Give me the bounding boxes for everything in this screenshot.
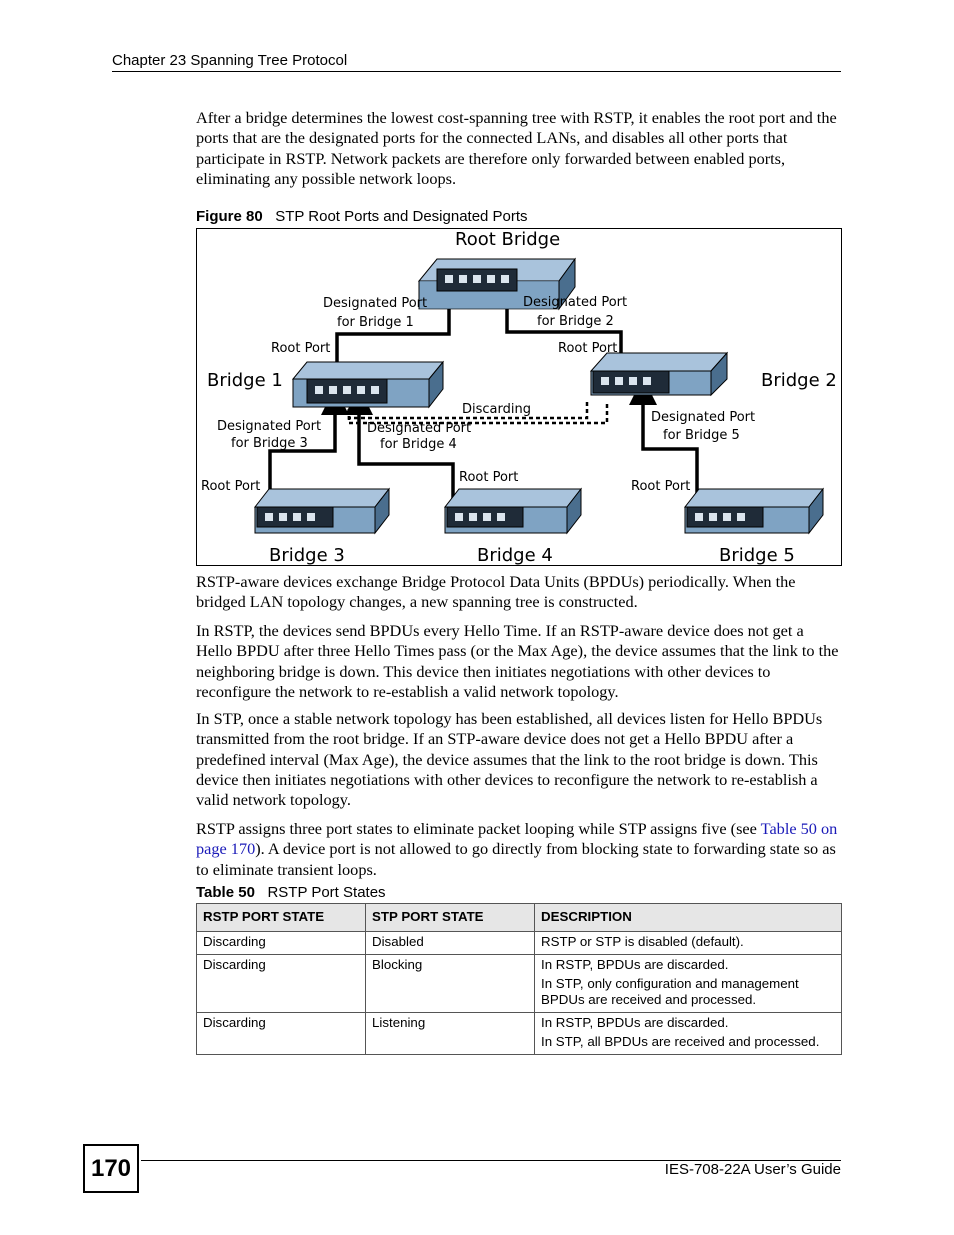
cell-rstp-state: Discarding	[197, 932, 366, 955]
dp-bridge4-line1: Designated Port	[367, 421, 472, 436]
bpdu-paragraph: RSTP-aware devices exchange Bridge Protocol Data Units (BPDUs) periodically. When the bridged LAN topology changes, a new spanning tree is constructed.	[196, 572, 796, 612]
dp-bridge3-line2: for Bridge 3	[231, 436, 308, 451]
col-rstp-port-state: RSTP PORT STATE	[197, 904, 366, 932]
dp-bridge2-line2: for Bridge 2	[537, 314, 614, 329]
rp-bridge3: Root Port	[201, 479, 261, 494]
bridge4-label: Bridge 4	[477, 545, 553, 565]
bridge2-switch	[591, 353, 727, 395]
cell-stp-state: Disabled	[366, 932, 535, 955]
table-caption	[196, 884, 386, 901]
cell-rstp-state: Discarding	[197, 955, 366, 1013]
p5-text-before: RSTP assigns three port states to eliminate packet looping while STP assigns five (see	[196, 819, 761, 838]
cell-description	[535, 932, 842, 955]
rstp-hello-paragraph: In RSTP, the devices send BPDUs every Hello Time. If an RSTP-aware device does not get a Hello BPDU after three Hello Times pass (or the Max Age), the device assumes that the link to the neighboring bridge is down. This device then initiates negotiations with other devices to reconfigure the network to re-establish a valid network topology.	[196, 621, 839, 701]
dp-bridge5-line2: for Bridge 5	[663, 428, 740, 443]
rstp-port-states-table	[196, 903, 842, 1055]
p5-text-after: ). A device port is not allowed to go directly from blocking state to forwarding state so as to eliminate transient loops.	[196, 839, 836, 879]
table-row	[197, 932, 842, 955]
stp-diagram	[196, 228, 842, 566]
col-description: DESCRIPTION	[535, 904, 842, 932]
table-number: Table 50	[196, 884, 255, 901]
intro-paragraph: After a bridge determines the lowest cost-spanning tree with RSTP, it enables the root port and the ports that are the designated ports for the connected LANs, and disables all other ports that participate in RSTP. Network packets are therefore only forwarded between enabled ports, eliminating any possible network loops.	[196, 108, 837, 188]
dp-bridge3-line1: Designated Port	[217, 419, 322, 434]
cell-stp-state: Blocking	[366, 955, 535, 1013]
bridge2-label: Bridge 2	[761, 370, 837, 391]
dp-bridge2-line1: Designated Port	[523, 295, 628, 310]
discarding-label: Discarding	[462, 402, 531, 417]
description-line: In RSTP, BPDUs are discarded.	[541, 1015, 729, 1030]
bridge4-switch	[445, 489, 581, 533]
bridge5-label: Bridge 5	[719, 545, 795, 565]
table-title: RSTP Port States	[267, 884, 386, 901]
bridge3-switch	[255, 489, 389, 533]
figure-title: STP Root Ports and Designated Ports	[275, 208, 528, 225]
rp-bridge5: Root Port	[631, 479, 691, 494]
description-line: In STP, only configuration and management BPDUs are received and processed.	[541, 976, 799, 1007]
col-stp-port-state: STP PORT STATE	[366, 904, 535, 932]
rp-bridge2: Root Port	[558, 341, 618, 356]
cell-rstp-state: Discarding	[197, 1013, 366, 1055]
cell-description	[535, 1013, 842, 1055]
table-row	[197, 1013, 842, 1055]
rp-bridge4: Root Port	[459, 470, 519, 485]
cell-stp-state: Listening	[366, 1013, 535, 1055]
header-rule	[112, 71, 841, 72]
figure-number: Figure 80	[196, 208, 263, 225]
dp-bridge1-line2: for Bridge 1	[337, 315, 414, 330]
bridge1-switch	[293, 362, 443, 407]
table-50-link[interactable]: Table 50 on page 170	[196, 819, 838, 859]
root-bridge-label: Root Bridge	[455, 229, 561, 250]
dp-bridge4-line2: for Bridge 4	[380, 437, 457, 452]
dp-bridge1-line1: Designated Port	[323, 296, 428, 311]
chapter-header: Chapter 23 Spanning Tree Protocol	[112, 52, 348, 69]
bridge5-switch	[685, 489, 823, 533]
table-header-row	[197, 904, 842, 932]
description-line: RSTP or STP is disabled (default).	[541, 934, 744, 949]
cell-description	[535, 955, 842, 1013]
description-line: In RSTP, BPDUs are discarded.	[541, 957, 729, 972]
bridge3-label: Bridge 3	[269, 545, 345, 565]
port-states-paragraph	[196, 819, 841, 880]
page-number: 170	[83, 1144, 139, 1193]
description-line: In STP, all BPDUs are received and processed.	[541, 1034, 820, 1049]
figure-caption	[196, 208, 528, 225]
rp-bridge1: Root Port	[271, 341, 331, 356]
table-row	[197, 955, 842, 1013]
stp-hello-paragraph: In STP, once a stable network topology has been established, all devices listen for Hello BPDUs transmitted from the root bridge. If an STP-aware device does not get a Hello BPDU after a predefined interval (Max Age), the device assumes that the link to the root bridge is down. This device then initiates negotiations with other devices to reconfigure the network to re-establish a valid network topology.	[196, 709, 823, 810]
dp-bridge5-line1: Designated Port	[651, 410, 756, 425]
guide-title: IES-708-22A User’s Guide	[664, 1161, 841, 1178]
bridge1-label: Bridge 1	[207, 370, 283, 391]
